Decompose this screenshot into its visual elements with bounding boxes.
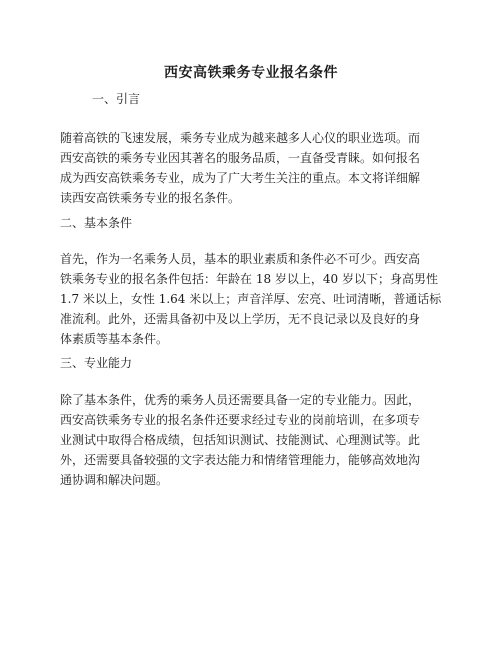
section-heading-introduction: 一、引言: [92, 92, 141, 106]
paragraph-line: 业测试中取得合格成绩，包括知识测试、技能测试、心理测试等。此: [60, 433, 421, 447]
paragraph-line: 首先，作为一名乘务人员，基本的职业素质和条件必不可少。西安高: [60, 252, 421, 266]
document-title: 西安高铁乘务专业报名条件: [164, 65, 338, 81]
paragraph-line: 读西安高铁乘务专业的报名条件。: [60, 191, 241, 205]
paragraph-line: 通协调和解决问题。: [60, 473, 169, 487]
paragraph-line: 西安高铁乘务专业的报名条件还要求经过专业的岗前培训，在多项专: [60, 413, 421, 427]
paragraph-line: 随着高铁的飞速发展，乘务专业成为越来越多人心仪的职业选项。而: [60, 131, 421, 145]
paragraph-line: 成为西安高铁乘务专业，成为了广大考生关注的重点。本文将详细解: [60, 171, 421, 185]
section-paragraph-professional-ability: [60, 390, 432, 490]
section-heading-basic-conditions: 二、基本条件: [60, 216, 133, 230]
section-paragraph-basic-conditions: [60, 249, 442, 349]
paragraph-line: 体素质等基本条件。: [60, 332, 169, 346]
paragraph-line: 铁乘务专业的报名条件包括：年龄在 18 岁以上，40 岁以下；身高男性: [60, 272, 438, 286]
section-paragraph-introduction: [60, 128, 432, 208]
paragraph-line: 外，还需要具备较强的文字表达能力和情绪管理能力，能够高效地沟: [60, 453, 421, 467]
paragraph-line: 西安高铁的乘务专业因其著名的服务品质，一直备受青睐。如何报名: [60, 151, 421, 165]
paragraph-line: 准流利。此外，还需具备初中及以上学历，无不良记录以及良好的身: [60, 312, 421, 326]
paragraph-line: 1.7 米以上，女性 1.64 米以上；声音洋厚、宏亮、吐词清晰，普通话标: [60, 292, 442, 306]
section-heading-professional-ability: 三、专业能力: [60, 356, 133, 370]
paragraph-line: 除了基本条件，优秀的乘务人员还需要具备一定的专业能力。因此，: [60, 393, 421, 407]
